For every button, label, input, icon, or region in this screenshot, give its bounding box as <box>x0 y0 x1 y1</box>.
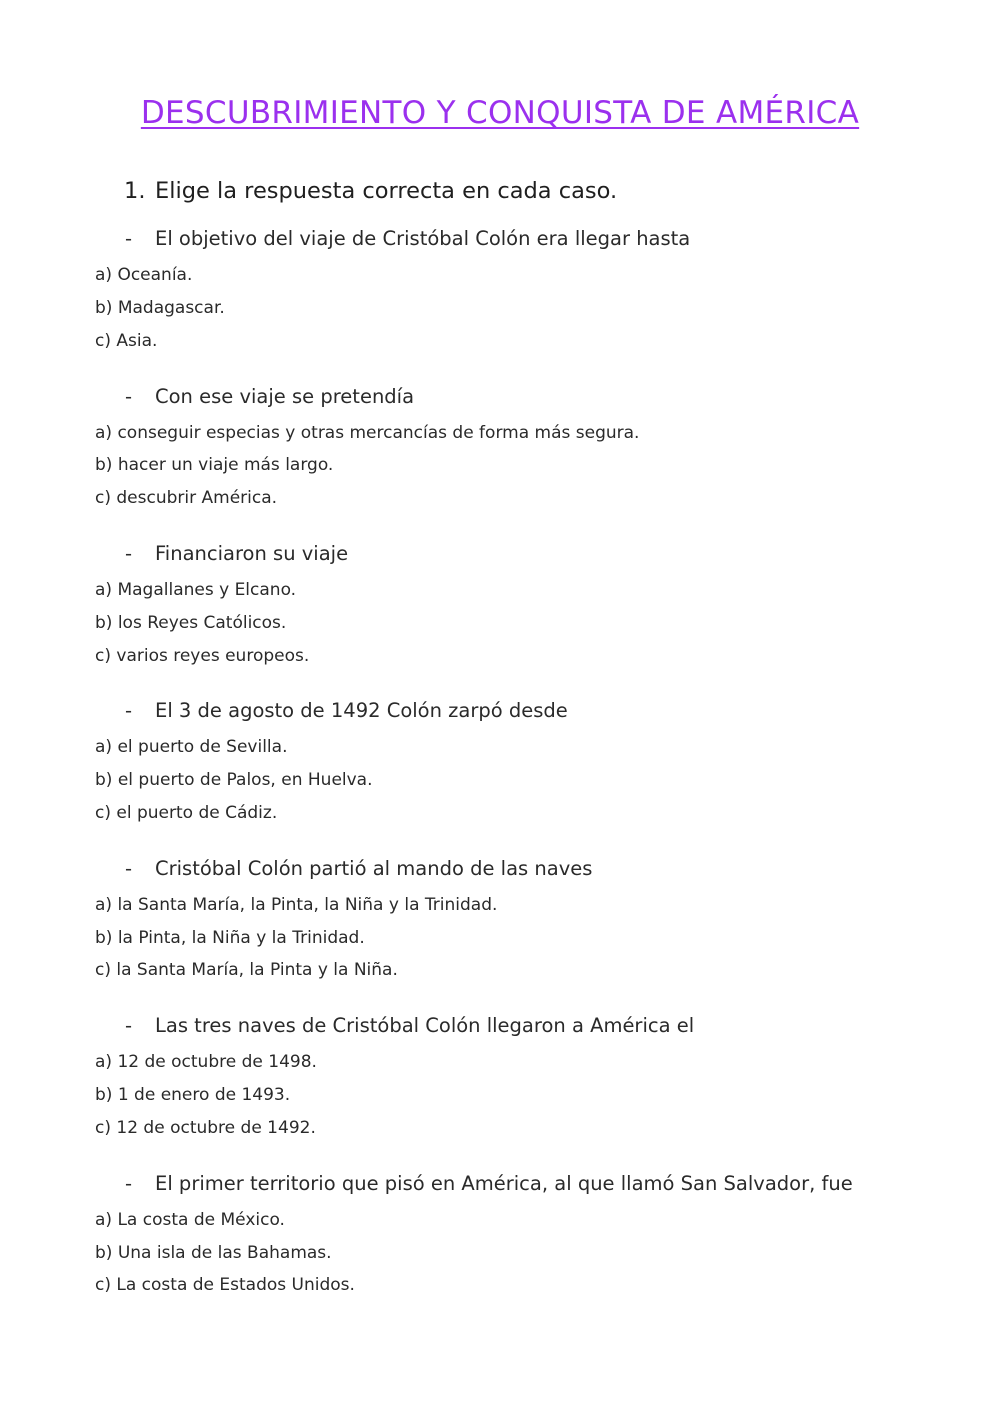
question-text: El primer territorio que pisó en América, al que llamó San Salvador, fue <box>155 1172 853 1195</box>
question-3-option-b: b) los Reyes Católicos. <box>95 613 287 633</box>
question-dash: - <box>125 1172 133 1195</box>
question-text: Las tres naves de Cristóbal Colón llegaron a América el <box>155 1014 695 1037</box>
question-6-option-a: a) 12 de octubre de 1498. <box>95 1052 317 1072</box>
question-text: El 3 de agosto de 1492 Colón zarpó desde <box>155 699 568 722</box>
question-2-prompt <box>125 383 414 411</box>
question-7-prompt <box>125 1170 853 1198</box>
question-3-option-c: c) varios reyes europeos. <box>95 646 310 666</box>
question-6-option-c: c) 12 de octubre de 1492. <box>95 1118 316 1138</box>
question-6-prompt <box>125 1012 694 1040</box>
question-3-option-a: a) Magallanes y Elcano. <box>95 580 297 600</box>
worksheet-title: DESCUBRIMIENTO Y CONQUISTA DE AMÉRICA <box>140 95 860 131</box>
question-2-option-c: c) descubrir América. <box>95 488 278 508</box>
question-3-prompt <box>125 540 348 568</box>
question-2-option-b: b) hacer un viaje más largo. <box>95 455 334 475</box>
question-dash: - <box>125 385 133 408</box>
question-4-option-a: a) el puerto de Sevilla. <box>95 737 288 757</box>
instruction <box>124 176 617 206</box>
question-dash: - <box>125 542 133 565</box>
question-5-prompt <box>125 855 592 883</box>
question-2-option-a: a) conseguir especias y otras mercancías de forma más segura. <box>95 423 640 443</box>
question-dash: - <box>125 857 133 880</box>
instruction-number: 1. <box>124 178 146 204</box>
question-5-option-a: a) la Santa María, la Pinta, la Niña y la Trinidad. <box>95 895 498 915</box>
question-4-option-c: c) el puerto de Cádiz. <box>95 803 278 823</box>
question-4-prompt <box>125 697 568 725</box>
question-4-option-b: b) el puerto de Palos, en Huelva. <box>95 770 373 790</box>
question-1-prompt <box>125 225 690 253</box>
question-dash: - <box>125 1014 133 1037</box>
question-text: Con ese viaje se pretendía <box>155 385 415 408</box>
question-text: El objetivo del viaje de Cristóbal Colón era llegar hasta <box>155 227 691 250</box>
question-6-option-b: b) 1 de enero de 1493. <box>95 1085 291 1105</box>
question-7-option-c: c) La costa de Estados Unidos. <box>95 1275 355 1295</box>
question-5-option-b: b) la Pinta, la Niña y la Trinidad. <box>95 928 365 948</box>
question-1-option-a: a) Oceanía. <box>95 265 193 285</box>
question-text: Cristóbal Colón partió al mando de las naves <box>155 857 593 880</box>
question-7-option-b: b) Una isla de las Bahamas. <box>95 1243 332 1263</box>
question-text: Financiaron su viaje <box>155 542 349 565</box>
question-5-option-c: c) la Santa María, la Pinta y la Niña. <box>95 960 398 980</box>
question-dash: - <box>125 699 133 722</box>
question-7-option-a: a) La costa de México. <box>95 1210 285 1230</box>
question-dash: - <box>125 227 133 250</box>
instruction-text: Elige la respuesta correcta en cada caso. <box>155 178 618 204</box>
question-1-option-b: b) Madagascar. <box>95 298 225 318</box>
question-1-option-c: c) Asia. <box>95 331 158 351</box>
